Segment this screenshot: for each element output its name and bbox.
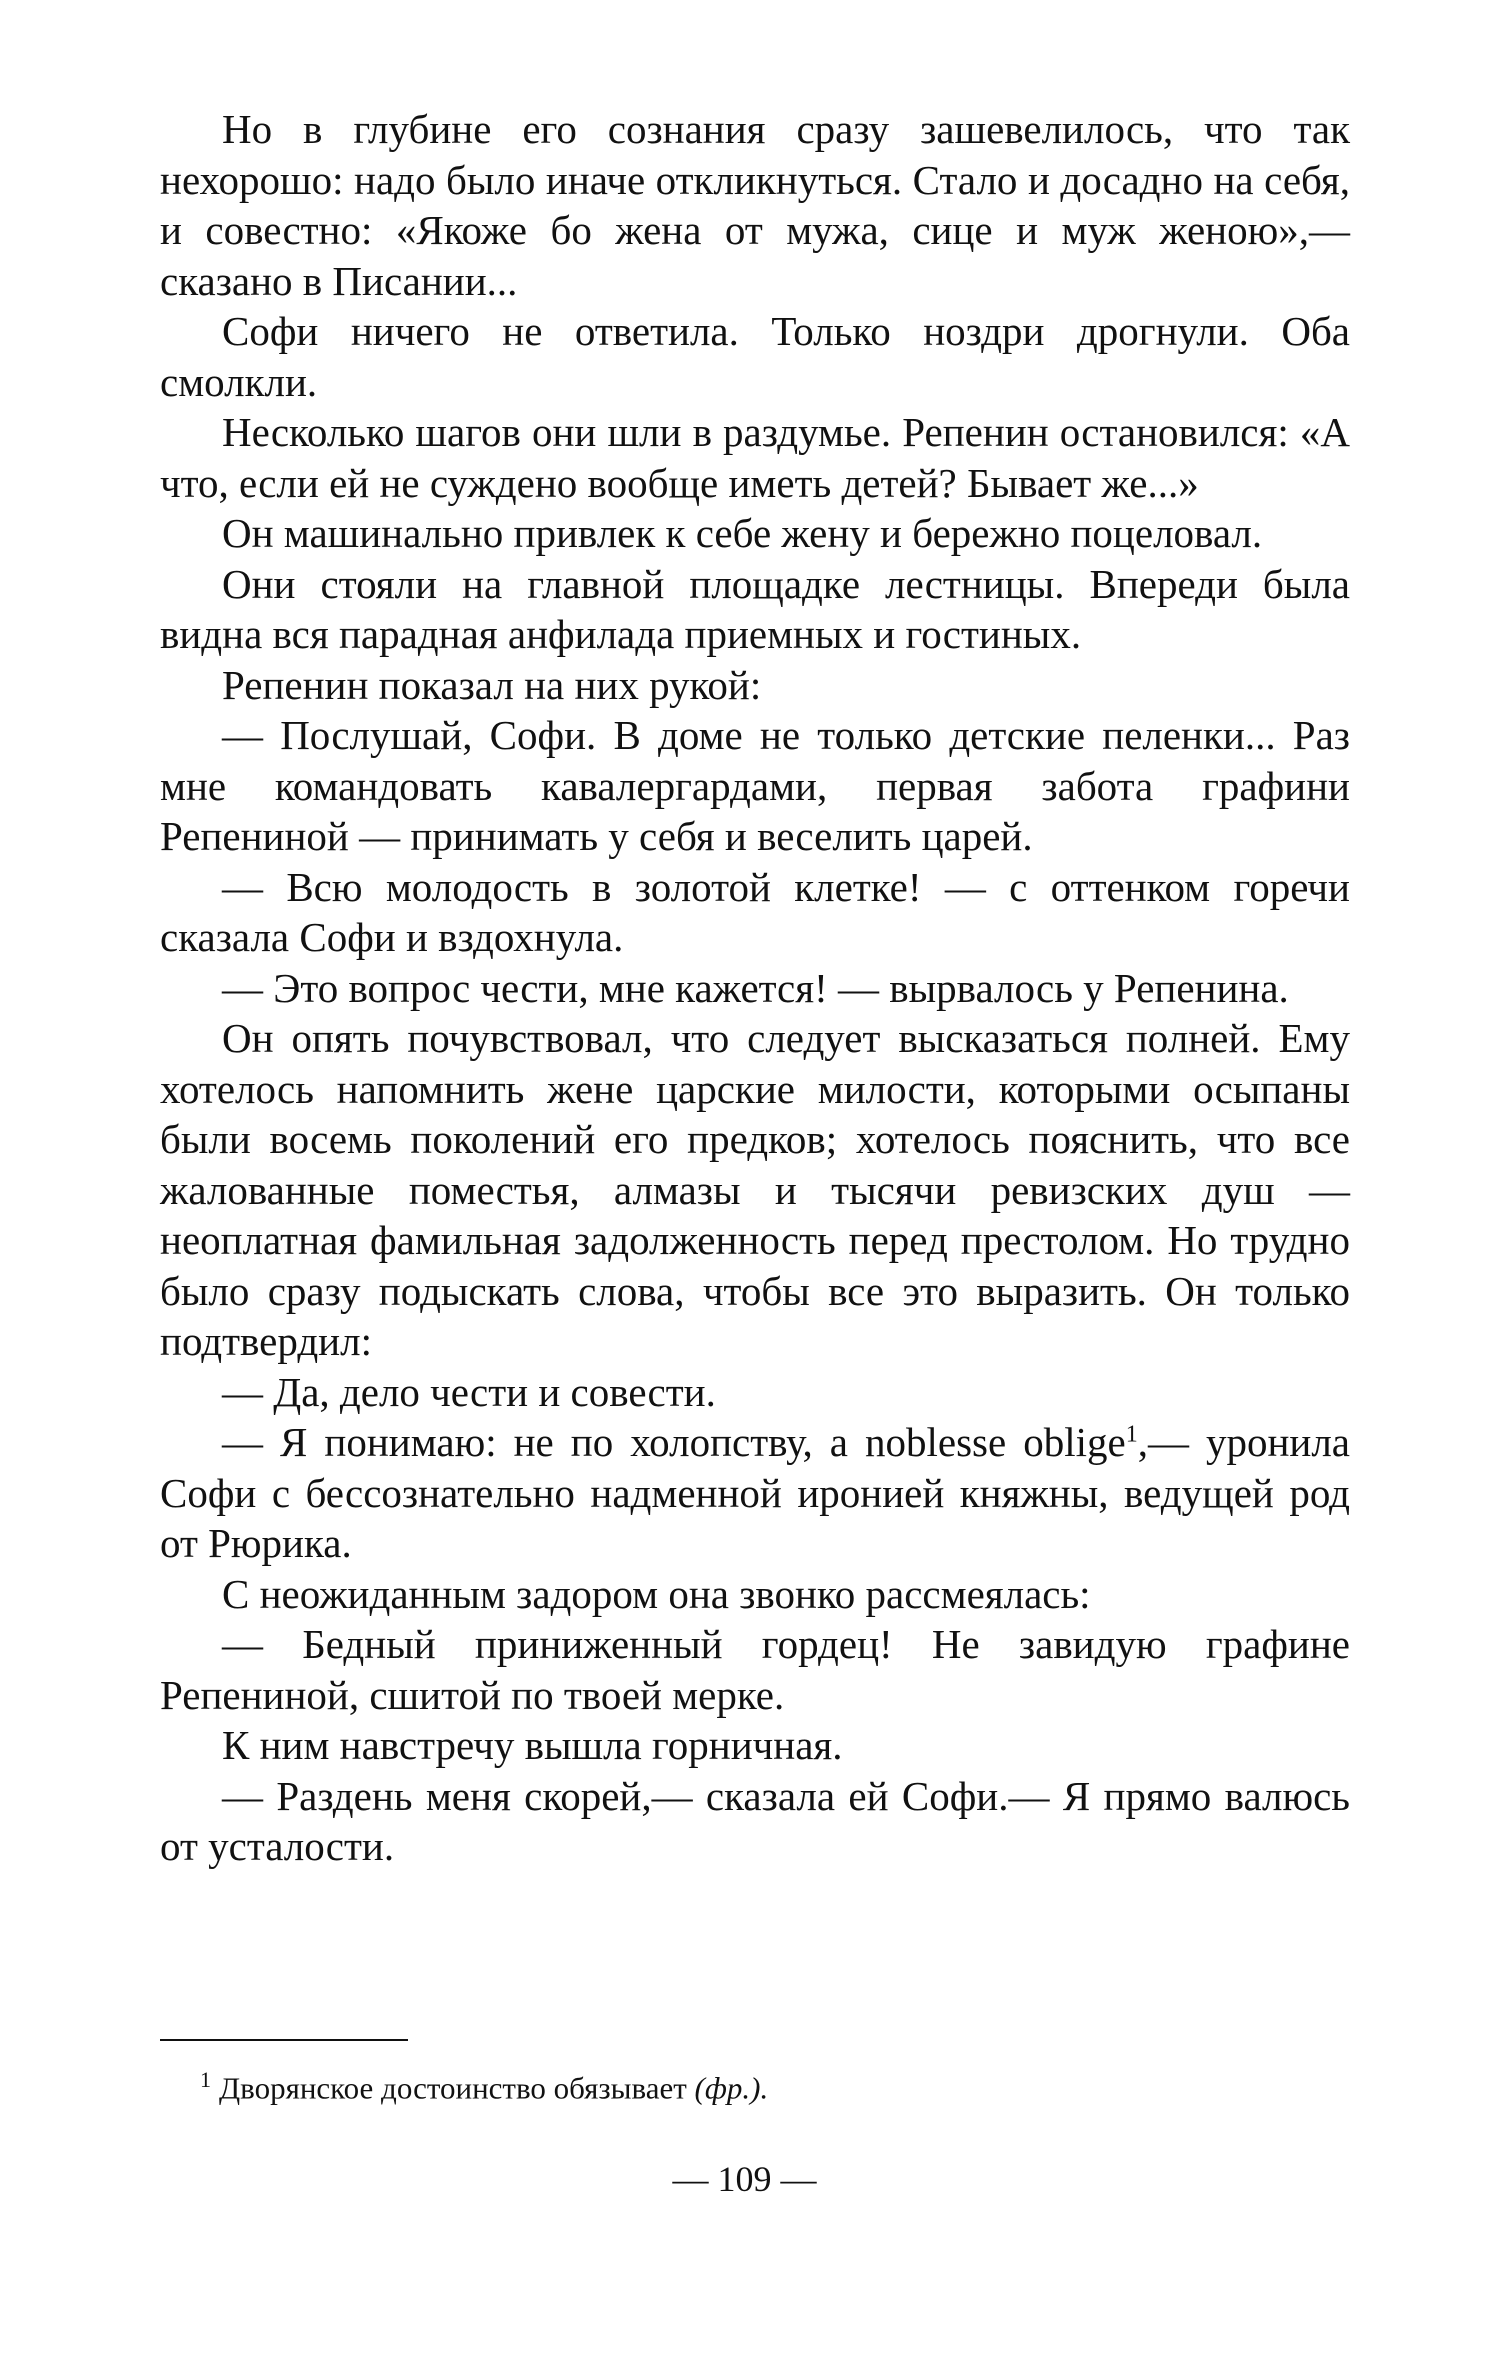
paragraph: — Да, дело чести и совести. [222,1368,716,1415]
paragraph: — Раздень меня скорей,— сказала ей Софи.— Я прямо валюсь от усталости. [160,1772,1350,1869]
footnote-divider [160,2039,408,2041]
page-body [160,104,1350,1872]
footnote-language: (фр.). [694,2070,769,2106]
paragraph: К ним навстречу вышла горничная. [222,1722,843,1768]
paragraph: Несколько шагов они шли в раздумье. Репенин остановился: «А что, если ей не суждено вообще иметь детей? Бывает же...» [160,409,1350,506]
paragraph: Они стояли на главной площадке лестницы. Впереди была видна вся парадная анфилада приемных и гостиных. [160,560,1350,657]
paragraph: Софи ничего не ответила. Только ноздри дрогнули. Оба смолкли. [160,308,1350,405]
paragraph: Он опять почувствовал, что следует высказаться полней. Ему хотелось напомнить жене царские милости, которыми осыпаны были восемь поколений его предков; хотелось пояснить, что все жалованные поместья, алмазы и тысячи ревизских душ — неоплатная фамильная задолженность перед престолом. Но трудно было сразу подыскать слова, чтобы все это выразить. Он только подтвердил: [160,1015,1350,1364]
paragraph-text: ,— уронила Софи с бессознательно надменной иронией княжны, ведущей род от Рюрика. [160,1419,1350,1566]
paragraph-text: — Я понимаю: не по холопству, а noblesse oblige [222,1419,1126,1465]
page-number: — 109 — [672,2159,817,2199]
paragraph: Но в глубине его сознания сразу зашевелилось, что так нехорошо: надо было иначе откликнуться. Стало и досадно на себя, и совестно: «Якоже бо жена от мужа, сице и муж женою»,— сказано в Писании... [160,106,1350,304]
footnote-mark: 1 [200,2067,211,2092]
footnote [200,2060,1300,2108]
paragraph: — Послушай, Софи. В доме не только детские пеленки... Раз мне командовать кавалергардами, первая забота графини Репениной — принимать у себя и веселить царей. [160,712,1350,859]
footnote-text: Дворянское достоинство обязывает [219,2070,687,2106]
paragraph: Он машинально привлек к себе жену и бережно поцеловал. [222,510,1263,556]
paragraph: — Всю молодость в золотой клетке! — с оттенком горечи сказала Софи и вздохнула. [160,863,1350,960]
footnote-reference[interactable]: 1 [1125,1421,1138,1448]
paragraph: С неожиданным задором она звонко рассмеялась: [222,1570,1091,1617]
paragraph-noblesse [160,1417,1350,1569]
paragraph: Репенин показал на них рукой: [222,661,762,708]
paragraph: — Это вопрос чести, мне кажется! — вырвалось у Репенина. [222,964,1289,1011]
paragraph: — Бедный приниженный гордец! Не завидую графине Репениной, сшитой по твоей мерке. [160,1621,1350,1718]
